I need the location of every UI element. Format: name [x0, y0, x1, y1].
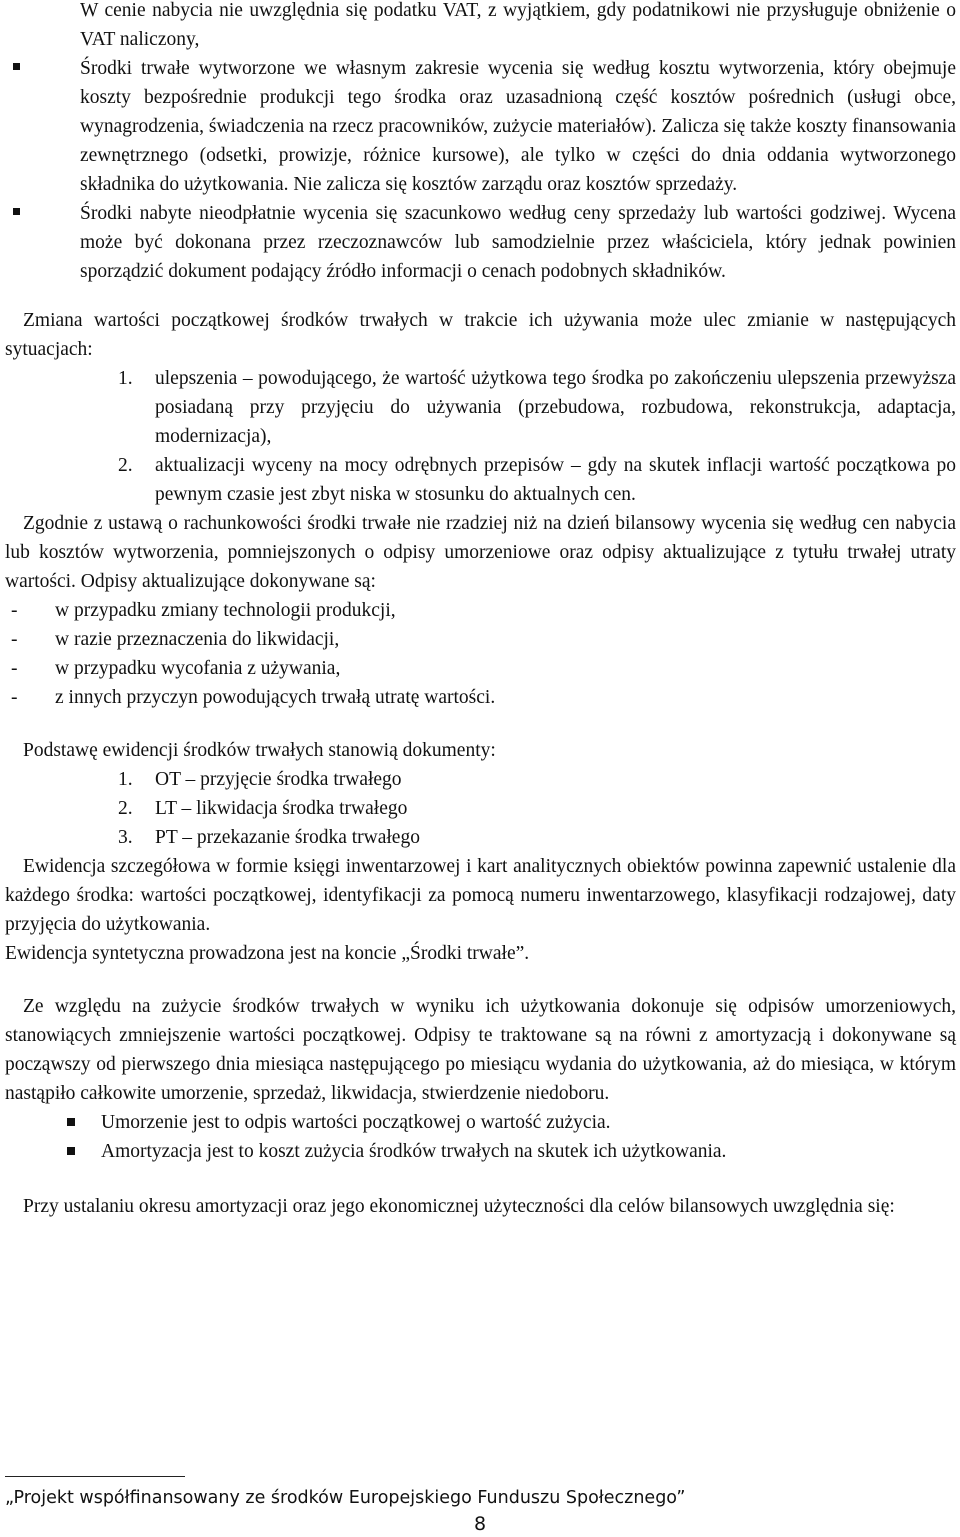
document-item: [0, 765, 960, 794]
footer-rule: [5, 1476, 185, 1477]
square-bullet-icon: [13, 208, 20, 215]
document-item: [0, 823, 960, 852]
vat-note-text: W cenie nabycia nie uwzględnia się podatku VAT, z wyjątkiem, gdy podatnikowi nie przysługuje obniżenie o VAT naliczony,: [80, 0, 956, 50]
document-item: [0, 794, 960, 823]
numbered-item: [0, 451, 960, 509]
item-text: OT – przyjęcie środka trwałego: [155, 769, 402, 790]
dash-item: [0, 596, 960, 625]
dash-text: w razie przeznaczenia do likwidacji,: [55, 629, 340, 650]
dash-mark: -: [11, 658, 18, 679]
detail-paragraph: Ewidencja szczegółowa w formie księgi inwentarzowej i kart analitycznych obiektów powinna zapewnić ustalenie dla każdego środka: wartości początkowej, identyfikacji za pomocą numeru inwentarzowego, klasyfikacji rodzajowej, daty przyjęcia do użytkowania.: [5, 856, 956, 935]
dash-mark: -: [11, 600, 18, 621]
bullet-item-own-production: [0, 54, 960, 199]
item-number: 2.: [118, 455, 133, 476]
definition-bullet: [0, 1137, 960, 1166]
item-number: 1.: [118, 769, 133, 790]
item-number: 2.: [118, 798, 133, 819]
item-text: aktualizacji wyceny na mocy odrębnych przepisów – gdy na skutek inflacji wartość początkowa po pewnym czasie jest zbyt niska w stosunku do aktualnych cen.: [155, 455, 956, 505]
item-text: ulepszenia – powodującego, że wartość użytkowa tego środka po zakończeniu ulepszenia przewyższa posiadaną przy przyjęciu do używania (przebudowa, rozbudowa, rekonstrukcja, adaptacja, modernizacja),: [155, 368, 956, 447]
footer-project-text: „Projekt współfinansowany ze środków Europejskiego Funduszu Społecznego”: [5, 1488, 686, 1508]
item-text: LT – likwidacja środka trwałego: [155, 798, 408, 819]
synthetic-paragraph: Ewidencja syntetyczna prowadzona jest na koncie „Środki trwałe”.: [5, 943, 530, 964]
item-number: 3.: [118, 827, 133, 848]
depreciation-paragraph: Ze względu na zużycie środków trwałych w wyniku ich użytkowania dokonuje się odpisów umorzeniowych, stanowiących zmniejszenie wartości początkowej. Odpisy te traktowane są na równi z amortyzacją i dokonywane są począwszy od pierwszego dnia miesiąca następującego po miesiącu wydania do użytkowania, aż do miesiąca, w którym nastąpiło całkowite umorzenie, sprzedaż, likwidacja, stwierdzenie niedoboru.: [5, 996, 956, 1104]
square-bullet-icon: [13, 63, 20, 70]
period-paragraph: Przy ustalaniu okresu amortyzacji oraz jego ekonomicznej użyteczności dla celów bilansowych uwzględnia się:: [23, 1196, 895, 1217]
docs-intro: Podstawę ewidencji środków trwałych stanowią dokumenty:: [23, 740, 496, 761]
page-number: 8: [473, 1513, 487, 1535]
dash-text: w przypadku wycofania z używania,: [55, 658, 341, 679]
law-paragraph: Zgodnie z ustawą o rachunkowości środki trwałe nie rzadziej niż na dzień bilansowy wycenia się według cen nabycia lub kosztów wytworzenia, pomniejszonych o odpisy umorzeniowe oraz odpisy aktualizujące z tytułu trwałej utraty wartości. Odpisy aktualizujące dokonywane są:: [5, 513, 956, 592]
item-text: PT – przekazanie środka trwałego: [155, 827, 420, 848]
dash-item: [0, 683, 960, 712]
bullet-text: Amortyzacja jest to koszt zużycia środków trwałych na skutek ich użytkowania.: [101, 1141, 727, 1162]
dash-mark: -: [11, 629, 18, 650]
bullet-text: Środki trwałe wytworzone we własnym zakresie wycenia się według kosztu wytworzenia, który obejmuje koszty bezpośrednie produkcji tego środka oraz uzasadnioną część kosztów pośrednich (usługi obce, wynagrodzenia, świadczenia na rzecz pracowników, zużycie materiałów). Zalicza się także koszty finansowania zewnętrznego (odsetki, prowizje, różnice kursowe), ale tylko w części do dnia oddania wytworzonego składnika do użytkowania. Nie zalicza się kosztów zarządu oraz kosztów sprzedaży.: [80, 58, 956, 195]
definition-bullet: [0, 1108, 960, 1137]
change-intro: Zmiana wartości początkowej środków trwałych w trakcie ich używania może ulec zmianie w następujących sytuacjach:: [5, 310, 956, 360]
dash-text: w przypadku zmiany technologii produkcji,: [55, 600, 396, 621]
dash-item: [0, 625, 960, 654]
dash-item: [0, 654, 960, 683]
dash-mark: -: [11, 687, 18, 708]
bullet-text: Umorzenie jest to odpis wartości początkowej o wartość zużycia.: [101, 1112, 611, 1133]
item-number: 1.: [118, 368, 133, 389]
numbered-item: [0, 364, 960, 451]
vat-note: [0, 0, 960, 54]
bullet-item-free-acquisition: [0, 199, 960, 286]
dash-text: z innych przyczyn powodujących trwałą utratę wartości.: [55, 687, 496, 708]
bullet-text: Środki nabyte nieodpłatnie wycenia się szacunkowo według ceny sprzedaży lub wartości godziwej. Wycena może być dokonana przez rzeczoznawców lub samodzielnie przez właściciela, który jednak powinien sporządzić dokument podający źródło informacji o cenach podobnych składników.: [80, 203, 956, 282]
square-bullet-icon: [67, 1147, 75, 1155]
square-bullet-icon: [67, 1118, 75, 1126]
